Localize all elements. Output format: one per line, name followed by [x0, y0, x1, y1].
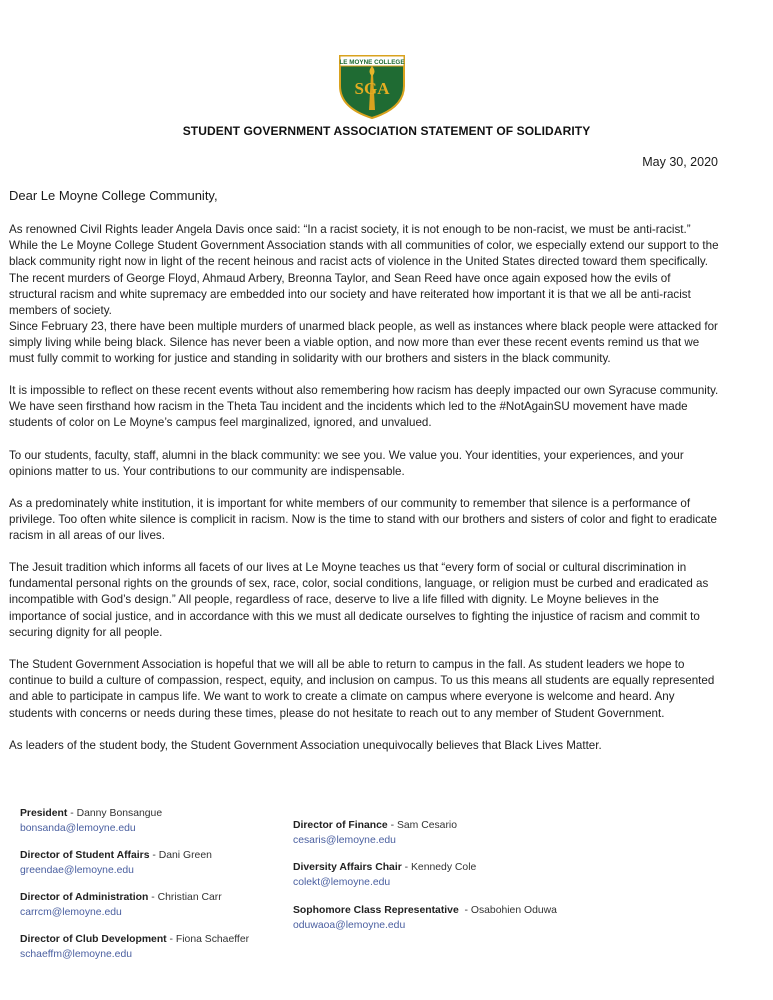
paragraph-angela-davis: As renowned Civil Rights leader Angela Davis once said: “In a racist society, it is not enough to be non-racist, we must be anti-racist.” While the Le Moyne College Student Government Association stands with all communities of color, we especially extend our support to the black community right now in light of the recent heinous and racist acts of violence in the United States directed toward them specifically. The recent murders of George Floyd, Ahmaud Arbery, Breonna Taylor, and Sean Reed have once again exposed how the evils of structural racism and white supremacy are embedded into our society and have reiterated how important it is that we all be anti-racist members of society.: [9, 223, 719, 318]
paragraph-white-institution: As a predominately white institution, it is important for white members of our community to remember that silence is a performance of privilege. Too often white silence is complicit in racism. Now is the time to stand with our brothers and sisters of color and fight to eradicate racism in all areas of our lives.: [9, 497, 717, 543]
paragraph-jesuit-tradition: The Jesuit tradition which informs all facets of our lives at Le Moyne teaches us that “every form of social or cultural discrimination in fundamental personal rights on the grounds of sex, race, color, social conditions, language, or religion must be curbed and eradicated as incompatible with God’s design.” All people, regardless of race, deserve to live a life filled with dignity. Le Moyne believes in the importance of social justice, and in accordance with this we must all dedicate ourselves to fighting the injustice of racism and commit to securing dignity for all people.: [9, 561, 709, 639]
signatory-name: Christian Carr: [157, 892, 222, 903]
signatory-sophomore-rep: Sophomore Class Representative - Osabohien Oduwa oduwaoa@lemoyne.edu: [293, 905, 557, 931]
signatory-name: Dani Green: [158, 850, 212, 861]
signatory-president: President - Danny Bonsangue bonsanda@lemoyne.edu: [20, 808, 163, 834]
signatory-email[interactable]: colekt@lemoyne.edu: [293, 877, 391, 888]
signatory-name: Fiona Schaeffer: [175, 934, 250, 945]
signatory-role: Diversity Affairs Chair: [293, 862, 402, 873]
signatory-name: Osabohien Oduwa: [470, 905, 557, 916]
signatory-student-affairs: Director of Student Affairs - Dani Green greendae@lemoyne.edu: [20, 850, 212, 876]
signatory-administration: Director of Administration - Christian Carr carrcm@lemoyne.edu: [20, 892, 222, 918]
logo-mark: SGA: [354, 79, 390, 98]
signatory-role: Director of Administration: [20, 892, 149, 903]
paragraph-we-see-you: To our students, faculty, staff, alumni in the black community: we see you. We value you. Your identities, your experiences, and your opinions matter to us. Your contributions to our community are indispensable.: [9, 449, 684, 479]
signatory-role: Sophomore Class Representative: [293, 905, 459, 916]
signatory-club-development: Director of Club Development - Fiona Schaeffer schaeffm@lemoyne.edu: [20, 934, 250, 960]
statement-title: STUDENT GOVERNMENT ASSOCIATION STATEMENT OF SOLIDARITY: [182, 124, 591, 138]
signatory-email[interactable]: greendae@lemoyne.edu: [20, 865, 134, 876]
paragraph-return-to-campus: The Student Government Association is hopeful that we will all be able to return to campus in the fall. As student leaders we hope to continue to build a culture of compassion, respect, equity, and inclusion on campus. To us this means all students are equally represented and able to participate in campus life. We want to work to create a climate on campus where everyone is welcome and heard. Any students with concerns or needs during these times, please do not hesitate to reach out to any member of Student Government.: [9, 658, 715, 720]
statement-date: May 30, 2020: [642, 155, 718, 169]
paragraph-syracuse: It is impossible to reflect on these recent events without also remembering how racism has deeply impacted our own Syracuse community. We have seen firsthand how racism in the Theta Tau incident and the incidents which led to the #NotAgainSU movement have made students of color on Le Moyne’s campus feel marginalized, ignored, and unvalued.: [9, 384, 719, 430]
signatory-role: Director of Club Development: [20, 934, 167, 945]
paragraph-black-lives-matter: As leaders of the student body, the Student Government Association unequivocally believes that Black Lives Matter.: [9, 739, 602, 752]
signatory-name: Sam Cesario: [396, 820, 457, 831]
signatory-role: Director of Student Affairs: [20, 850, 150, 861]
signatory-finance: Director of Finance - Sam Cesario cesaris@lemoyne.edu: [293, 820, 457, 846]
signatory-role: Director of Finance: [293, 820, 388, 831]
signatory-role: President: [20, 808, 68, 819]
signatory-email[interactable]: schaeffm@lemoyne.edu: [20, 949, 133, 960]
signatory-email[interactable]: bonsanda@lemoyne.edu: [20, 823, 136, 834]
sga-logo: [336, 52, 408, 120]
signatory-email[interactable]: cesaris@lemoyne.edu: [293, 835, 396, 846]
signatory-email[interactable]: oduwaoa@lemoyne.edu: [293, 920, 406, 931]
signatory-name: Kennedy Cole: [411, 862, 477, 873]
paragraph-since-february: Since February 23, there have been multiple murders of unarmed black people, as well as instances where black people were attacked for simply living while being black. Silence has never been a viable option, and now more than ever these recent events remind us that we must fully commit to working for justice and standing in solidarity with our brothers and sisters in the black community.: [9, 320, 718, 366]
signatory-name: Danny Bonsangue: [76, 808, 163, 819]
salutation: Dear Le Moyne College Community,: [9, 188, 218, 203]
signatory-email[interactable]: carrcm@lemoyne.edu: [20, 907, 122, 918]
signatory-diversity-affairs: Diversity Affairs Chair - Kennedy Cole colekt@lemoyne.edu: [293, 862, 477, 888]
logo-top-text: LE MOYNE COLLEGE: [339, 59, 405, 66]
